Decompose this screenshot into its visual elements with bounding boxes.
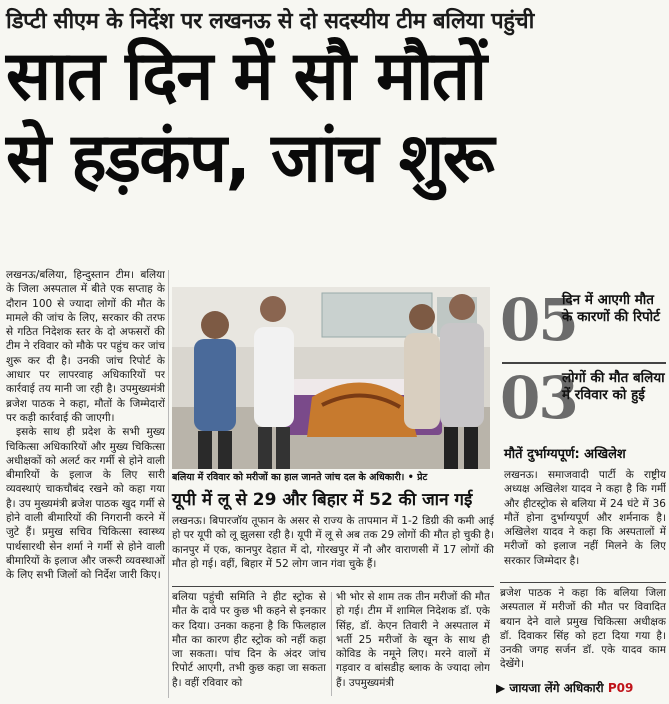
hospital-scene-image — [172, 287, 490, 469]
news-photo — [172, 287, 490, 469]
side-continuation — [500, 586, 666, 676]
side-story-rule — [500, 582, 666, 583]
kicker-headline: डिप्टी सीएम के निर्देश पर लखनऊ से दो सदस्यीय टीम बलिया पहुंची — [6, 9, 535, 34]
photo-caption: बलिया में रविवार को मरीजों का हाल जानते जांच दल के अधिकारी। • प्रेट — [172, 472, 428, 483]
bottom-column-2 — [336, 590, 490, 698]
sub-headline: यूपी में लू से 29 और बिहार में 52 की जान गई — [172, 490, 473, 510]
left-column-paragraph-2: इसके साथ ही प्रदेश के सभी मुख्य चिकित्सा अधिकारियों और मुख्य चिकित्सा अधीक्षकों को अलर्ट कर गर्मी से होने वाली बीमारियों के इलाज के लिए सारी व्यवस्थाएं चाकचौबंद रखने को कहा गया है। उप मुख्यमंत्री ब्रजेश पाठक खुद गर्मी से होने वाली बीमारियों की निगरानी करने में जुटे हैं। प्रमुख सचिव चिकित्सा स्वास्थ्य पार्थसारथी सेन शर्मा ने गर्मी से होने वाली बीमारियों के इलाज और जरूरी व्यवस्थाओं के लिए सभी जिलों को निर्देश जारी किए। — [6, 426, 165, 582]
page-reference-label: जायजा लेंगे अधिकारी — [509, 681, 604, 695]
page-number: P09 — [607, 681, 634, 695]
stat-box-1 — [500, 286, 666, 356]
bottom-column-1 — [172, 590, 326, 698]
side-story-body — [504, 468, 666, 580]
left-column-paragraph-1: लखनऊ/बलिया, हिन्दुस्तान टीम। बलिया के जिला अस्पताल में बीते एक सप्ताह के दौरान 100 से ज्यादा लोगों की मौत के मामले की जांच के लिए, सरकार की तरफ से गठित निदेशक स्तर के दो अफसरों की टीम ने रविवार को मौके पर पहुंच कर जांच शुरू कर दी है। उनकी जांच रिपोर्ट के आधार पर लापरवाह अधिकारियों पर कार्रवाई तय मानी जा रही है। उपमुख्यमंत्री ब्रजेश पाठक ने कहा, मौतों के जिम्मेदारों पर कड़ी कार्रवाई की जाएगी। — [6, 269, 165, 424]
stat-number: 03 — [500, 364, 577, 432]
sub-story-text: लखनऊ। बिपारजॉय तूफान के असर से राज्य के तापमान में 1-2 डिग्री की कमी आई हो पर यूपी को लू झुलसा रही है। यूपी में लू से अब तक 29 लोगों की मौत हो चुकी है। कानपुर में एक, कानपुर देहात में दो, गोरखपुर में नौ और वाराणसी में 17 लोगों की मौत हो गई। वहीं, बिहार में 52 लोग जान गंवा चुके हैं। — [172, 515, 494, 570]
stat-number: 05 — [500, 286, 577, 354]
column-divider — [168, 270, 169, 698]
side-story-heading: मौतें दुर्भाग्यपूर्ण: अखिलेश — [504, 447, 626, 462]
page-reference — [496, 678, 666, 698]
main-headline-line-1: सात दिन में सौ मौतों — [6, 37, 486, 116]
bottom-column-2-text: भी भोर से शाम तक तीन मरीजों की मौत हो गई। टीम में शामिल निदेशक डॉ. एके सिंह, डॉ. केएन तिवारी ने अस्पताल में भर्ती 25 मरीजों के खून के साथ ही कोविड के नमूने लिए। मरने वालों में गड़वार व बांसडीह ब्लाक के ज्यादा लोग हैं। उपमुख्यमंत्री — [336, 591, 490, 689]
column-divider — [331, 592, 332, 696]
arrow-icon: ▶ — [496, 681, 506, 695]
sub-story-rule — [172, 586, 494, 587]
stat-box-2 — [500, 364, 666, 438]
stat-text: लोगों की मौत बलिया में रविवार को हुई — [562, 370, 665, 403]
sub-story — [172, 514, 494, 588]
side-continuation-text: ब्रजेश पाठक ने कहा कि बलिया जिला अस्पताल में मरीजों की मौत पर विवादित बयान देने वाले प्रमुख चिकित्सा अधीक्षक डॉ. दिवाकर सिंह को हटा दिया गया है। उनकी जगह सर्जन डॉ. एके यादव काम देखेंगे। — [500, 587, 666, 671]
stat-text: दिन में आएगी मौत के कारणों की रिपोर्ट — [562, 292, 660, 325]
side-story-text: लखनऊ। समाजवादी पार्टी के राष्ट्रीय अध्यक्ष अखिलेश यादव ने कहा है कि गर्मी और हीटस्ट्रोक से बलिया में 24 घंटे में 36 मौतें होना दुर्भाग्यपूर्ण और शर्मनाक है। अखिलेश यादव ने कहा कि अस्पतालों में मरीजों को इलाज नहीं मिलने के लिए सरकार जिम्मेदार है। — [504, 469, 666, 567]
left-column-story — [6, 268, 165, 698]
main-headline-line-2: से हड़कंप, जांच शुरू — [6, 119, 494, 198]
bottom-column-1-text: बलिया पहुंची समिति ने हीट स्ट्रोक से मौत के दावे पर कुछ भी कहने से इनकार कर दिया। उनका कहना है कि फिलहाल मौत का कारण हीट स्ट्रोक को नहीं कहा जा सकता। पांच दिन के अंदर जांच रिपोर्ट आएगी, तभी कुछ कहा जा सकता है। वहीं रविवार को — [172, 591, 326, 689]
